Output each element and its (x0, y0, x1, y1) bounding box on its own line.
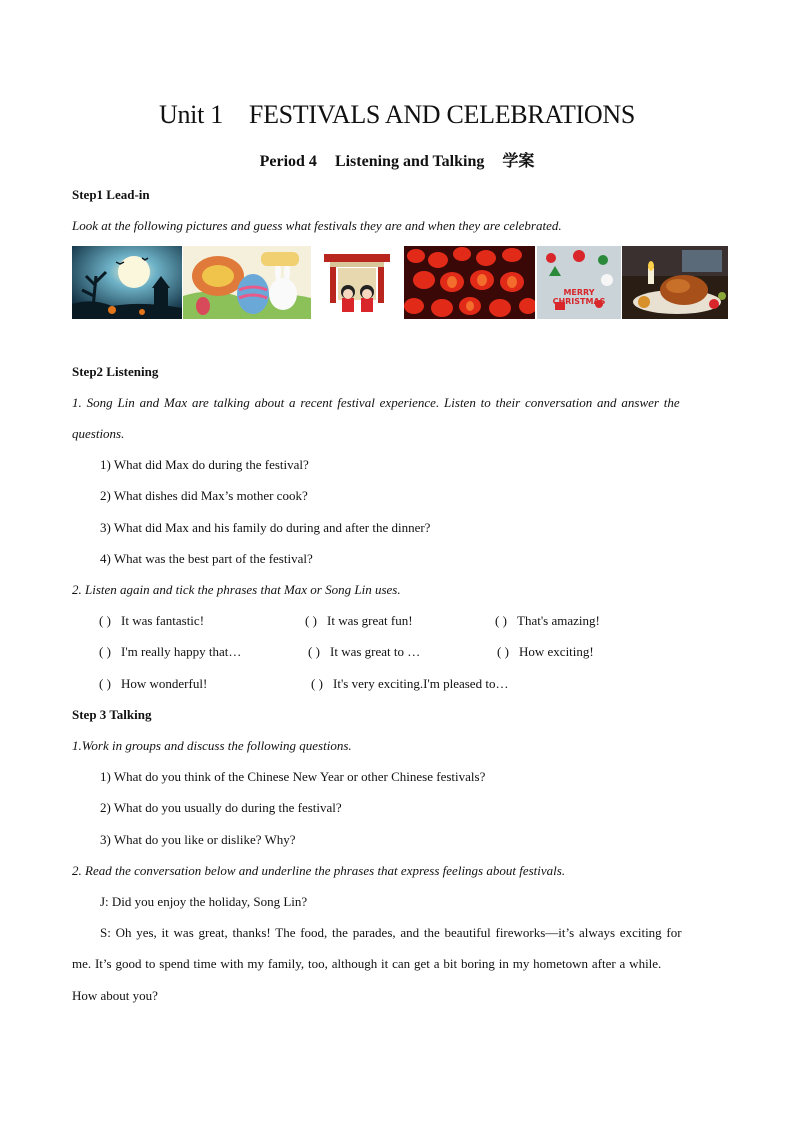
tick-box[interactable]: ( ) (311, 676, 323, 691)
phrase-text: It's very exciting.I'm pleased to… (333, 676, 509, 691)
christmas-text: MERRY CHRISTMAS (552, 288, 606, 306)
step2-heading: Step2 Listening (72, 364, 159, 379)
talking-question: 2) What do you usually do during the festival? (100, 800, 342, 815)
phrase-text: It was fantastic! (121, 613, 205, 628)
talking-question: 3) What do you like or dislike? Why? (100, 832, 296, 847)
dialogue-line-s-end: How about you? (72, 988, 158, 1003)
halloween-image (72, 246, 182, 319)
tick-box[interactable]: ( ) (497, 644, 509, 659)
festival-pictures (72, 246, 728, 319)
dialogue-line-s: S: Oh yes, it was great, thanks! The food, the parades, and the beautiful fireworks—it’s always exciting for (100, 925, 682, 940)
step2-task1-line2: questions. (72, 426, 125, 441)
phrase-option (497, 643, 594, 661)
phrase-text: It was great fun! (327, 613, 413, 628)
tick-box[interactable]: ( ) (99, 644, 111, 659)
thanksgiving-image (622, 246, 728, 319)
lanterns-image (404, 246, 535, 319)
chinese-new-year-image (312, 246, 402, 319)
phrase-option (99, 643, 241, 661)
dialogue-line-j: J: Did you enjoy the holiday, Song Lin? (100, 894, 308, 909)
period-number: Period 4 (259, 153, 317, 170)
unit-number: Unit 1 (158, 100, 223, 129)
listening-question: 1) What did Max do during the festival? (100, 457, 309, 472)
talking-question: 1) What do you think of the Chinese New Year or other Chinese festivals? (100, 769, 486, 784)
listening-question: 4) What was the best part of the festival? (100, 551, 313, 566)
phrase-option (99, 675, 207, 693)
lesson-name: Listening and Talking (334, 153, 485, 170)
doc-type: 学案 (502, 151, 535, 170)
tick-box[interactable]: ( ) (99, 676, 111, 691)
phrase-option (495, 612, 600, 630)
phrase-option (308, 643, 420, 661)
listening-question: 3) What did Max and his family do during and after the dinner? (100, 520, 431, 535)
listening-question: 2) What dishes did Max’s mother cook? (100, 488, 308, 503)
step3-heading: Step 3 Talking (72, 707, 152, 722)
step2-task1-line1: 1. Song Lin and Max are talking about a recent festival experience. Listen to their conversation and answer the (72, 395, 680, 410)
phrase-text: That's amazing! (517, 613, 600, 628)
easter-image (183, 246, 311, 319)
phrase-text: I'm really happy that… (121, 644, 242, 659)
phrase-text: How exciting! (519, 644, 594, 659)
tick-box[interactable]: ( ) (495, 613, 507, 628)
phrase-option (311, 675, 508, 693)
phrase-option (99, 612, 204, 630)
step3-task1: 1.Work in groups and discuss the following questions. (72, 738, 352, 753)
tick-box[interactable]: ( ) (305, 613, 317, 628)
period-title (0, 148, 794, 171)
phrase-text: How wonderful! (121, 676, 208, 691)
phrase-text: It was great to … (330, 644, 421, 659)
unit-title (0, 100, 794, 130)
unit-name: FESTIVALS AND CELEBRATIONS (248, 100, 636, 129)
step2-task2: 2. Listen again and tick the phrases that Max or Song Lin uses. (72, 582, 401, 597)
step1-heading: Step1 Lead-in (72, 187, 150, 202)
phrase-option (305, 612, 413, 630)
step3-task2: 2. Read the conversation below and underline the phrases that express feelings about festivals. (72, 863, 566, 878)
step1-instruction: Look at the following pictures and guess what festivals they are and when they are celebrated. (72, 218, 562, 233)
dialogue-line-s-cont: me. It’s good to spend time with my family, too, although it can get a bit boring in my hometown after a while. (72, 956, 662, 971)
christmas-image (537, 246, 621, 319)
tick-box[interactable]: ( ) (99, 613, 111, 628)
tick-box[interactable]: ( ) (308, 644, 320, 659)
